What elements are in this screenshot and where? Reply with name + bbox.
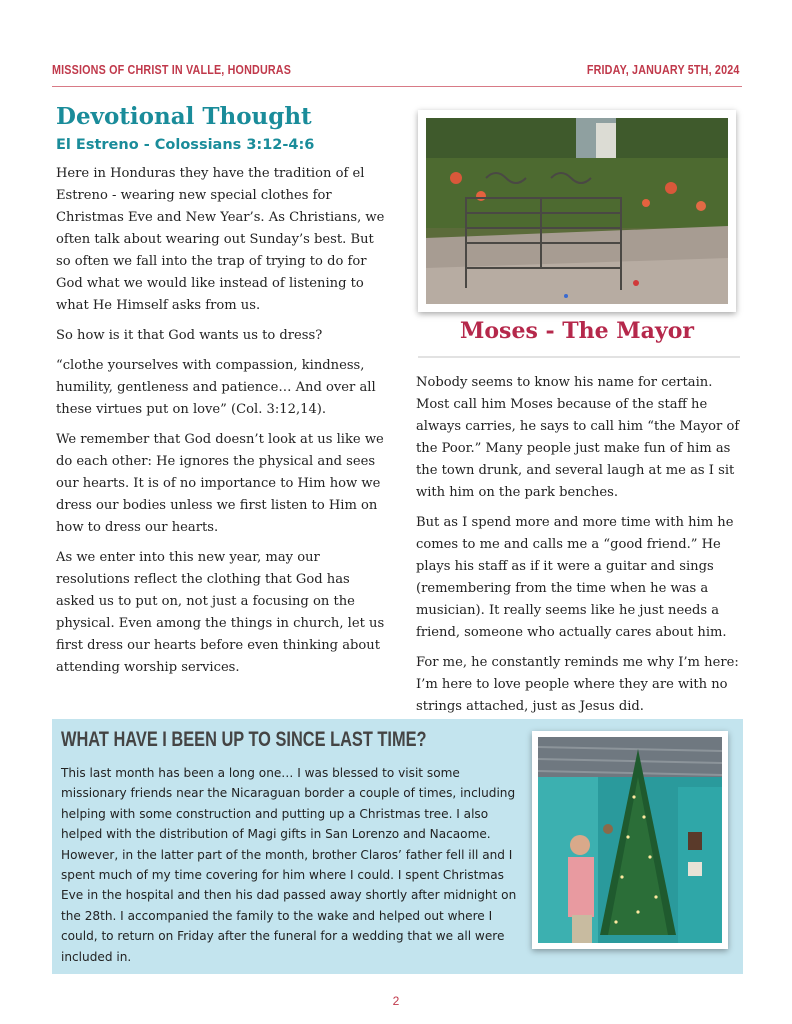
- devotional-paragraph: We remember that God doesn’t look at us like we do each other: He ignores the physical and sees our hearts. It is of no importance to Him how we dress our bodies unless we first listen to Him on how to dress our hearts.: [56, 432, 384, 535]
- devotional-paragraph: So how is it that God wants us to dress?: [56, 328, 323, 343]
- issue-date: FRIDAY, JANUARY 5TH, 2024: [587, 63, 740, 77]
- devotional-body: [56, 163, 386, 687]
- devotional-paragraph: “clothe yourselves with compassion, kindness, humility, gentleness and patience… And over all these virtues put on love” (Col. 3:12,14).: [56, 358, 376, 417]
- christmas-tree-image: [538, 737, 722, 943]
- update-title: WHAT HAVE I BEEN UP TO SINCE LAST TIME?: [61, 728, 427, 751]
- moses-paragraph: But as I spend more and more time with him he comes to me and calls me a “good friend.” He plays his staff as if it were a guitar and sings (remembering from the time when he was a musician). It really seems like he just needs a friend, someone who actually cares about him.: [416, 515, 734, 640]
- devotional-paragraph: As we enter into this new year, may our resolutions reflect the clothing that God has asked us to put on, not just a focusing on the physical. Even among the things in church, let us first dress our hearts before even thinking about attending worship services.: [56, 550, 385, 675]
- christmas-tree-photo: [532, 731, 728, 949]
- header-divider: [52, 86, 742, 87]
- moses-paragraph: For me, he constantly reminds me why I’m here: I’m here to love people where they are with no strings attached, just as Jesus did.: [416, 655, 739, 714]
- moses-body: [416, 372, 746, 726]
- park-bench-photo: [418, 110, 736, 312]
- update-text: This last month has been a long one… I was blessed to visit some missionary friends near the Nicaraguan border a couple of times, including helping with some construction and putting up a Christmas tree. I also helped with the distribution of Magi gifts in San Lorenzo and Nacaome. However, in the latter part of the month, brother Claros’ father fell ill and I spent much of my time covering for him where I could. I spent Christmas Eve in the hospital and then his dad passed away shortly after midnight on the 28th. I accompanied the family to the wake and helped out where I could, to return on Friday after the funeral for a wedding that we all were included in.: [61, 766, 517, 964]
- moses-title: Moses - The Mayor: [460, 318, 694, 344]
- devotional-subtitle: El Estreno - Colossians 3:12-4:6: [56, 137, 315, 153]
- moses-paragraph: Nobody seems to know his name for certain. Most call him Moses because of the staff he always carries, he says to call him “the Mayor of the Poor.” Many people just make fun of him as the town drunk, and several laugh at me as I sit with him on the park benches.: [416, 375, 740, 500]
- newsletter-name: MISSIONS OF CHRIST IN VALLE, HONDURAS: [52, 63, 292, 77]
- moses-divider: [418, 356, 740, 358]
- park-bench-image: [426, 118, 728, 304]
- devotional-paragraph: Here in Honduras they have the tradition of el Estreno - wearing new special clothes for Christmas Eve and New Year’s. As Christians, we often talk about wearing out Sunday’s best. But so often we fall into the trap of trying to do for God what we would like instead of listening to what He Himself asks from us.: [56, 166, 385, 313]
- devotional-title: Devotional Thought: [56, 103, 312, 130]
- page-number: 2: [392, 994, 400, 1008]
